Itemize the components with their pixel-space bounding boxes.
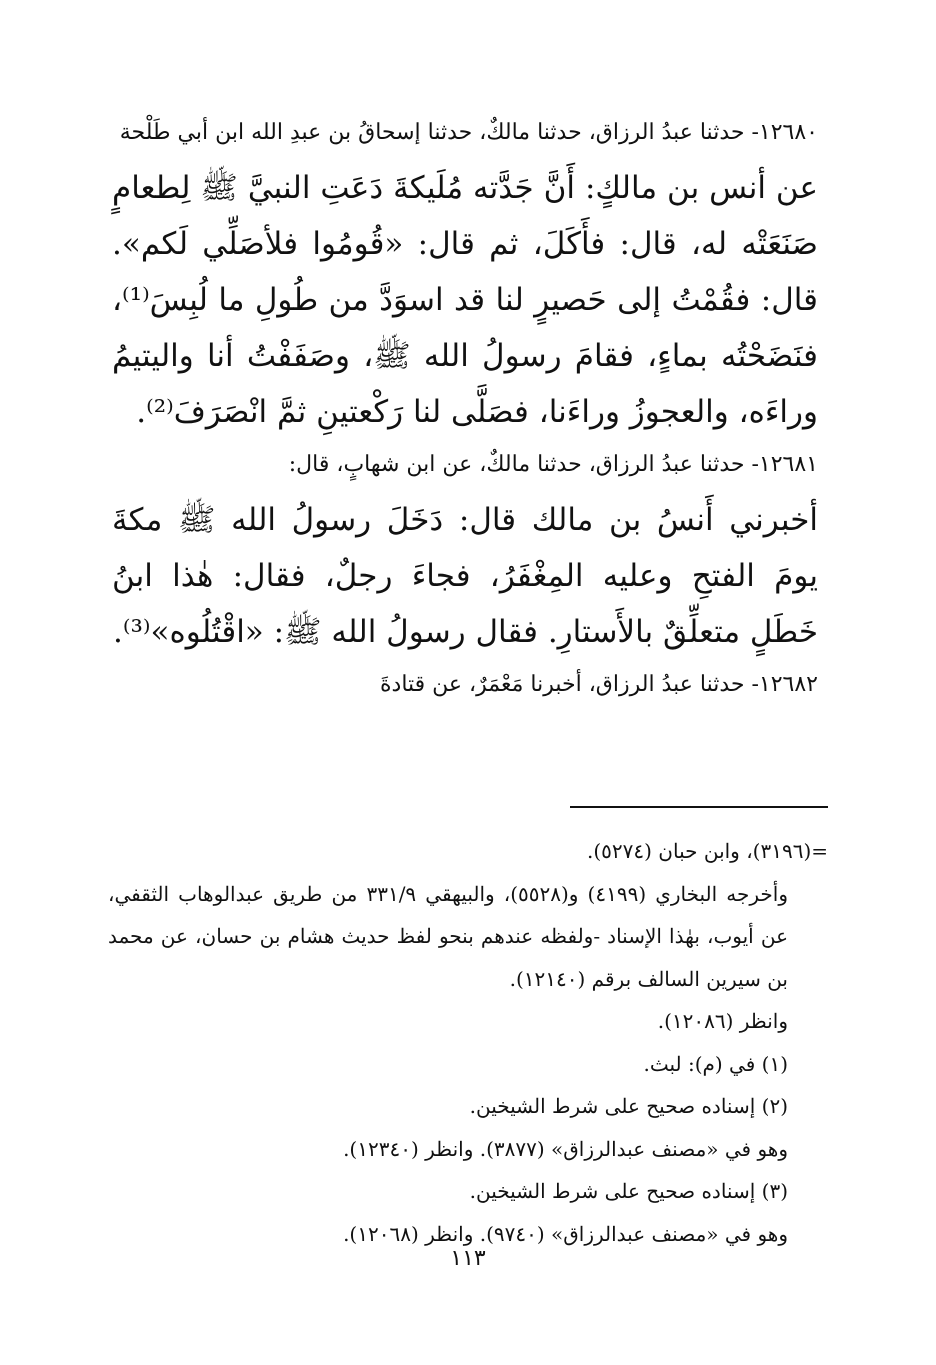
hadith-12681-matn: أخبرني أَنسُ بن مالك قال: دَخَلَ رسولُ الله ﷺ مكةَ يومَ الفتحِ وعليه المِغْفَرُ، فجاءَ رجلٌ، فقال: هٰذا ابنُ خَطَلٍ متعلِّقٌ بالأَستارِ. فقال رسولُ الله ﷺ: «اقْتُلُوه»⁽³⁾.: [112, 502, 818, 650]
footnote-continuation: =(٣١٩٦)، وابن حبان (٥٢٧٤).: [587, 839, 828, 863]
hadith-12682-isnad: ١٢٦٨٢- حدثنا عبدُ الرزاق، أخبرنا مَعْمَرٌ، عن قتادةَ: [380, 672, 818, 697]
page-number: ١١٣: [450, 1246, 486, 1271]
footnote-unzur: وانظر (١٢٠٨٦).: [657, 1009, 788, 1033]
hadith-12680-isnad: ١٢٦٨٠- حدثنا عبدُ الرزاق، حدثنا مالكٌ، حدثنا إسحاقُ بن عبدِ الله ابن أبي طَلْحة: [119, 120, 818, 145]
footnote-3: (٣) إسناده صحيح على شرط الشيخين.: [469, 1179, 788, 1203]
footnote-2: (٢) إسناده صحيح على شرط الشيخين.: [469, 1094, 788, 1118]
hadith-12680-matn: عن أنس بن مالكٍ: أَنَّ جَدَّته مُلَيكةَ دَعَتِ النبيَّ ﷺ لِطعامٍ صَنَعَتْه له، قال: فأَكَلَ، ثم قال: «قُومُوا فلأصَلِّي لَكم». قال: فقُمْتُ إلى حَصيرٍ لنا قد اسوَدَّ من طُولِ ما لُبِسَ⁽¹⁾، فنَضَحْتُه بماءٍ، فقامَ رسولُ الله ﷺ، وصَفَفْتُ أنا واليتيمُ وراءَه، والعجوزُ وراءَنا، فصَلَّى لنا رَكْعتينِ ثمَّ انْصَرَفَ⁽²⁾.: [112, 170, 818, 430]
footnote-separator: [570, 806, 828, 808]
footnote-1: (١) في (م): لبث.: [643, 1051, 788, 1076]
footnote-takhrij: وأخرجه البخاري (٤١٩٩) و(٥٥٢٨)، والبيهقي ٣٣١/٩ من طريق عبدالوهاب الثقفي، عن أيوب، بهٰذا الإسناد -ولفظه عندهم بنحو لفظ حديث هشام بن حسان، عن محمد بن سيرين السالف برقم (١٢١٤٠).: [108, 881, 788, 991]
footnote-2-source: وهو في «مصنف عبدالرزاق» (٣٨٧٧). وانظر (١٢٣٤٠).: [343, 1136, 788, 1161]
hadith-12681-isnad: ١٢٦٨١- حدثنا عبدُ الرزاق، حدثنا مالكٌ، عن ابن شهابٍ، قال:: [288, 452, 818, 477]
footnote-3-source: وهو في «مصنف عبدالرزاق» (٩٧٤٠). وانظر (١٢٠٦٨).: [343, 1221, 788, 1246]
main-text: [112, 112, 818, 706]
footnotes: [108, 830, 828, 1255]
